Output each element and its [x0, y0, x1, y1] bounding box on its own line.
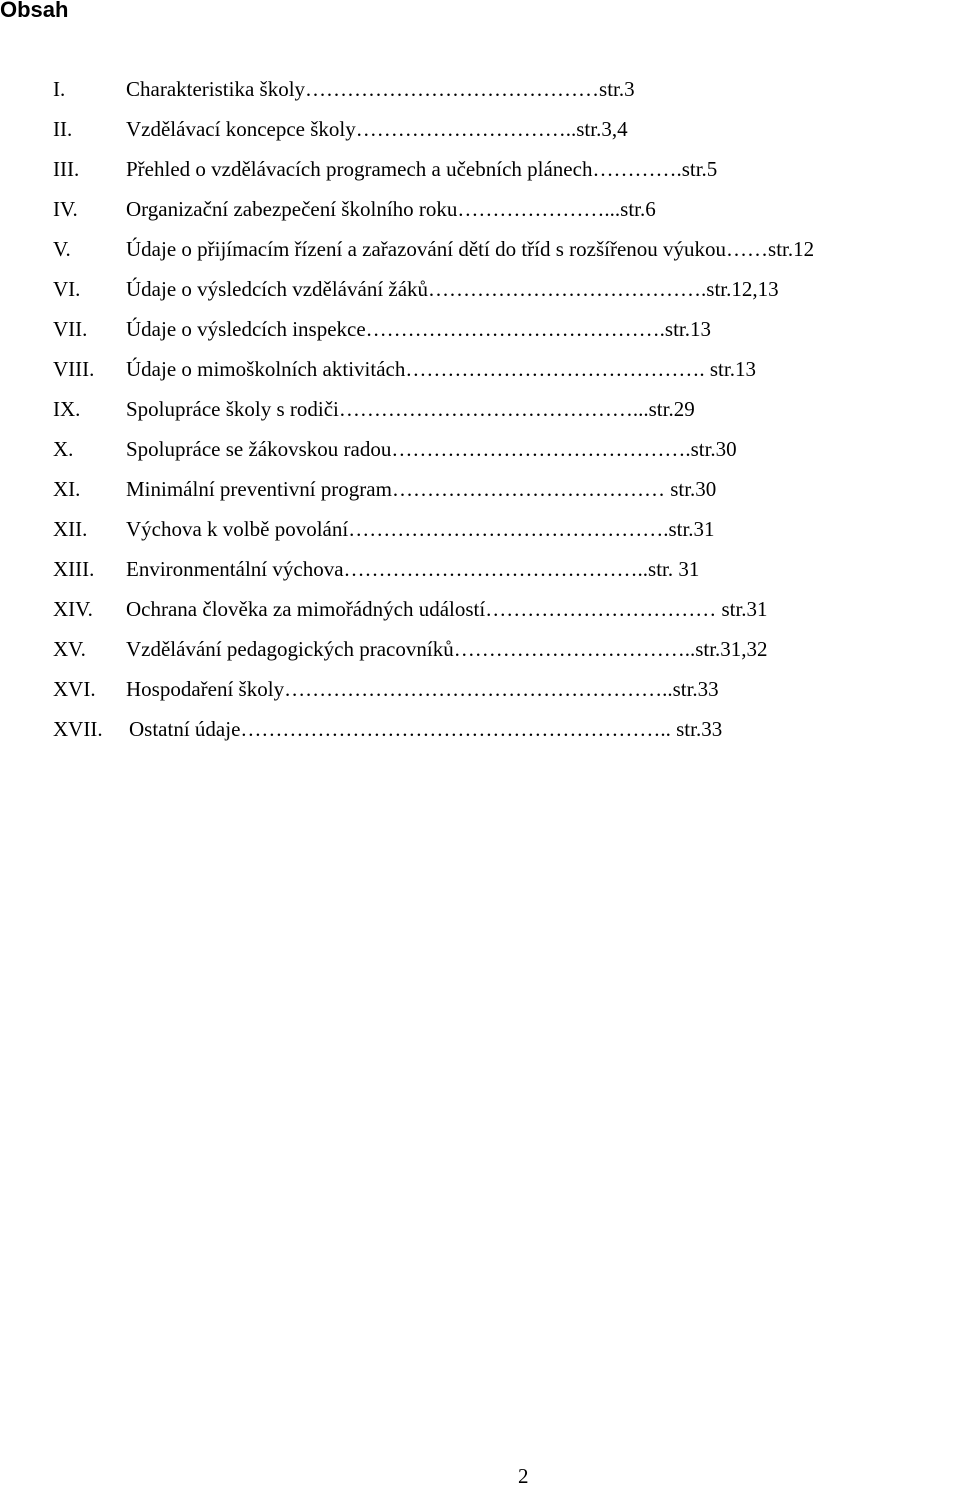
- toc-item-number: XII.: [53, 517, 88, 541]
- toc-item: [0, 109, 960, 149]
- toc-item-number: IV.: [53, 197, 78, 221]
- toc-item: [0, 389, 960, 429]
- toc-item: [0, 589, 960, 629]
- toc-item-title: Údaje o výsledcích vzdělávání žáků………………………………….str.12,13: [126, 277, 779, 301]
- toc-item-number: XVII.: [53, 717, 103, 741]
- toc-item: [0, 189, 960, 229]
- toc-item-title: Vzdělávání pedagogických pracovníků……………………………..str.31,32: [126, 637, 768, 661]
- toc-item: [0, 429, 960, 469]
- toc-item: [0, 629, 960, 669]
- toc-item: [0, 69, 960, 109]
- toc-item: [0, 709, 960, 749]
- page-number: 2: [518, 1464, 529, 1488]
- toc-item-number: XIV.: [53, 597, 93, 621]
- toc-item-number: VII.: [53, 317, 88, 341]
- page-title: Obsah: [0, 0, 69, 22]
- toc-item: [0, 229, 960, 269]
- toc-item: [0, 669, 960, 709]
- toc-item: [0, 549, 960, 589]
- toc-item-title: Ochrana člověka za mimořádných událostí…………………………… str.31: [126, 597, 768, 621]
- table-of-contents: [0, 69, 960, 749]
- toc-item: [0, 349, 960, 389]
- toc-item-title: Hospodaření školy………………………………………………..str.33: [126, 677, 719, 701]
- toc-item: [0, 469, 960, 509]
- toc-item-number: II.: [53, 117, 73, 141]
- toc-item-number: XIII.: [53, 557, 95, 581]
- toc-item-title: Charakteristika školy……………………………………str.3: [126, 77, 635, 101]
- toc-item-title: Ostatní údaje…………………………………………………….. str.33: [129, 717, 723, 741]
- toc-item: [0, 509, 960, 549]
- toc-item-title: Spolupráce školy s rodiči……………………………………...str.29: [126, 397, 695, 421]
- toc-item-title: Organizační zabezpečení školního roku…………………...str.6: [126, 197, 656, 221]
- toc-item-number: III.: [53, 157, 80, 181]
- toc-item-title: Minimální preventivní program………………………………… str.30: [126, 477, 717, 501]
- toc-item-title: Údaje o výsledcích inspekce…………………………………….str.13: [126, 317, 712, 341]
- toc-item: [0, 269, 960, 309]
- toc-item-number: XV.: [53, 637, 86, 661]
- toc-item-title: Přehled o vzdělávacích programech a učebních plánech………….str.5: [126, 157, 718, 181]
- toc-item-number: XVI.: [53, 677, 96, 701]
- toc-item-title: Výchova k volbě povolání……………………………………….str.31: [126, 517, 715, 541]
- toc-item-number: V.: [53, 237, 71, 261]
- toc-item-number: VIII.: [53, 357, 95, 381]
- toc-item: [0, 309, 960, 349]
- toc-item-title: Spolupráce se žákovskou radou…………………………………….str.30: [126, 437, 737, 461]
- toc-item-title: Environmentální výchova……………………………………..str. 31: [126, 557, 700, 581]
- toc-item-title: Vzdělávací koncepce školy…………………………..str.3,4: [126, 117, 628, 141]
- toc-item-title: Údaje o mimoškolních aktivitách……………………………………. str.13: [126, 357, 756, 381]
- toc-item-number: VI.: [53, 277, 81, 301]
- toc-item-number: IX.: [53, 397, 81, 421]
- toc-item-number: X.: [53, 437, 74, 461]
- toc-item-number: XI.: [53, 477, 81, 501]
- toc-item: [0, 149, 960, 189]
- toc-item-title: Údaje o přijímacím řízení a zařazování dětí do tříd s rozšířenou výukou……str.12: [126, 237, 815, 261]
- toc-item-number: I.: [53, 77, 66, 101]
